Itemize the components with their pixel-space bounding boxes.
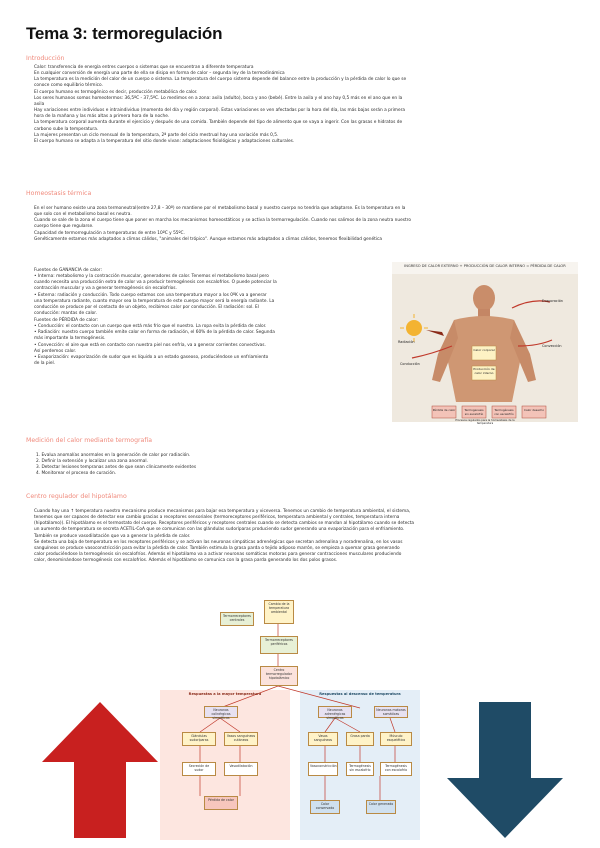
label-conduction: Conducción	[400, 362, 420, 366]
box-ambient-change: Cambio de la temperatura ambiental	[264, 600, 294, 624]
section-heading-measurement: Medición del calor mediante termografía	[26, 437, 153, 444]
box-hypothalamic-center: Centro termorregulador hipotalámico	[260, 666, 298, 686]
label-internal-heat: Producción de calor interno	[473, 367, 495, 375]
label-convection: Convección	[542, 344, 562, 348]
centers-text: Cuando hay una ↑ temperatura nuestro mecanismo produce mecanismos para bajar esa temperatura y viceversa. Tenemos un cambio de temperatura ambiental, el sistema, tenemos que ser capaces de detectar ese cambio gracias a receptores sensoriales (termoreceptores periféricos, temperatura ambiental y centrales, temperatura interna (hipotálamo)). El hipotálamo es el termostato del cuerpo. Receptores periféricos y receptores centrales cuando se detecta cambios se mandan al hipotálamo cuando se detecta un aumento de temperatura se secreta ACETIL-CoA que se comunican con las glándulas sudoríparas produciendo sudor generando una evaporización para el enfriamiento. También se produce vasodilatación que va a generar la pérdida de calor. Se detecta una baja de temperatura en los receptores periféricos y se activan las neuronas simpáticas adrenérgicas que secretan adrenalina y noradrenalina, en los vasos sanguíneos se produce vasoconstricción para evitar la pérdida de calor. También estimula la grasa parda o tejido adiposo marrón, se empieza a quemar grasa generando calor produciéndose la termogénesis sin escalofríos. Además el hipotálamo va a activar neuronas somáticas motoras para generar contracciones musculares produciendo calor, denominándose termogénesis con escalofríos. Además el hipotálamo se comunica con la grasa parda generando los dos polos grasos.	[34, 509, 415, 564]
box-vasoconstriction: Vasoconstricción	[308, 762, 338, 776]
box-somatic-motor: Neuronas motoras somáticas	[374, 706, 408, 718]
heat-loss-text: Fuentes de PÉRDIDA de calor: • Conducción: el contacto con un cuerpo que está más frío que el nuestro. La ropa evita la pérdida de calor. • Radiación: nuestro cuerpo también emite calor en forma de radiación, el 60% de la pérdida de calor. Segunda más importante la termogénesis. • Convección: el aire que está en contacto con nuestra piel nos enfría, va a generar corrientes convectivas. Así perdemos calor. • Evaporización: evaporización de sudor que es líquido a un estado gaseoso, produciéndose un enfriamiento de la piel.	[34, 318, 275, 367]
box-heat-generated: Calor generado	[366, 800, 396, 814]
page-title: Tema 3: termoregulación	[26, 24, 223, 43]
section-heading-homeostasis: Homeostasis térmica	[26, 190, 92, 197]
box-heat-conserved: Calor conservado	[310, 800, 340, 814]
section-heading-centers: Centro regulador del hipotálamo	[26, 493, 127, 500]
box-vasodilation: Vasodilatación	[224, 762, 258, 776]
box-brown-fat: Grasa parda	[346, 732, 374, 746]
arrow-down-icon	[445, 700, 565, 840]
box-central-receptors: Termorreceptores centrales	[220, 612, 254, 626]
box-peripheral-receptors: Termorreceptores periféricos	[260, 636, 298, 654]
label-nonshiver: Termogenesis sin escalofrío	[464, 408, 484, 416]
box-sweat-secretion: Secreción de sudor	[182, 762, 216, 776]
left-panel-title: Respuestas a la mayor temperatura	[188, 692, 262, 696]
label-heat-loss: Pérdida de calor	[432, 408, 456, 412]
label-radiation: Radiación	[398, 340, 415, 344]
label-evaporation: Evaporación	[542, 299, 563, 303]
body-illustration	[392, 262, 578, 422]
box-skin-vessels: Vasos sanguíneos cutáneos	[224, 732, 258, 746]
label-waste-heat: Calor desecho	[524, 408, 544, 412]
label-body-heat: Calor corporal	[473, 348, 495, 352]
box-nonshivering: Termogénesis sin escalofrío	[346, 762, 374, 776]
box-adrenergic: Neuronas adrenérgicas simpáticas	[318, 706, 352, 718]
label-shiver: Termogénesis con escalofrío	[494, 408, 514, 416]
box-skeletal-muscle: Músculo esquelético	[380, 732, 412, 746]
intro-text: Calor: transferencia de energía entres cuerpos o sistemas que se encuentran a diferente temperatura En cualquier conversión de energía una parte de ella se disipa en forma de calor – segunda ley de la termodinámica La temperatura es la medición del calor de un cuerpo o sistema. La temperatura del cuerpo sistema depende del balance entre la producción y la pérdida de calor lo que se conoce como equilibrio térmico. El cuerpo humano es termogénico es decir, producción metabólica de calor. Los seres humanos somos homeotermos: 36,5ºC - 37,5ºC. Lo medimos en a zona: axila (adulto), boca y ano (bebé). Entre la axila y el ano hay 0,5 más en el ano que en la axila Hay variaciones entre individuos e intraindividuo (momento del día y región corporal). Estas variaciones se ven afectadas por la hora del día, las más bajas serán a primera hora de la mañana y las más altas a primera hora de la noche. La temperatura corporal aumenta durante el ejercicio y después de una comida. También depende del tipo de alimento que se vaya a ingerir. Con las grasas e hidratos de carbono sube la temperatura. La mujeres presentan un ciclo mensual de la temperatura, 2ª parte del ciclo mestrual hay una variación más 0,5. El cuerpo humano se adapta a la temperatura del sitio donde vivan: adaptaciones fisiológicas y adaptaciones culturales.	[34, 65, 407, 144]
heat-gain-text: Fuentes de GANANCIA de calor: • Interna: metabolismo y la contracción muscular, generadores de calor. Tenemos el metabolismo basal pero cuando necesita una producción extra de calor va a producir termogénesis con escalofríos. O puede potenciar la contracción muscular y va a generar termogénesis sin escalofríos. • Externa: radiación y conducción. Todo cuerpo estamos con una temperatura mayor a los 0ºK va a generar una temperatura radiante, cuanto mayor sea la temperatura de este cuerpo mayor será la energía radiante. La conducción se produce por el contacto de un objeto, recibimos calor por conducción. El radiación: sol. El conducción: mantas de calor.	[34, 268, 277, 317]
box-sweat-glands: Glándulas sudoríparas	[182, 732, 216, 746]
box-shivering: Termogénesis con escalofrío	[380, 762, 412, 776]
measurement-list: 1. Evalua anomalías anormales en la generación de calor por radiación. 2. Definir la extensión y localizar una zona anormal. 3. Detectar lesiones tempranas antes de que sean clínicamente evidentes 4. Monitorear el proceso de curación.	[36, 453, 197, 477]
heat-balance-figure	[392, 262, 578, 425]
box-cholinergic: Neuronas colinérgicas simpáticas	[204, 706, 238, 718]
box-blood-vessels: Vasos sanguíneos	[308, 732, 338, 746]
arrow-up-icon	[40, 700, 160, 840]
box-heat-loss: Pérdida de calor	[204, 796, 238, 810]
homeostasis-text: En el ser humano existe una zona termoneutral(entre 27,8 – 30º) se mantiene por el metabolismo basal y nuestro cuerpo no tendría que adaptarse. Es la temperatura en la que solo con el metabolismo basal es neutra. Cuando se sale de la zona el cuerpo tiene que poner en marcha los mecanismos homeostáticos y se activa la termorregulación. Cuando nos salimos de la zona neutra nuestro cuerpo tiene que regularse. Capacidad de termorregulación a temperaturas de entre 10ºC y 55ºC. Genéticamente estamos más adaptados a climas cálidos, "animales del trópico". Aunque estamos más adaptados a climas cálidos, tenemos flexibilidad genética	[34, 206, 411, 242]
right-panel-title: Respuestas al descenso de temperatura	[319, 692, 401, 696]
label-processes: Procesos regulados para la homeostasis de la temperatura	[455, 419, 515, 425]
section-heading-intro: Introducción	[26, 55, 65, 62]
figure-caption: INGRESO DE CALOR EXTERNO + PRODUCCIÓN DE CALOR INTERNO = PÉRDIDA DE CALOR	[404, 264, 566, 268]
thermoregulation-flowchart	[160, 600, 420, 840]
